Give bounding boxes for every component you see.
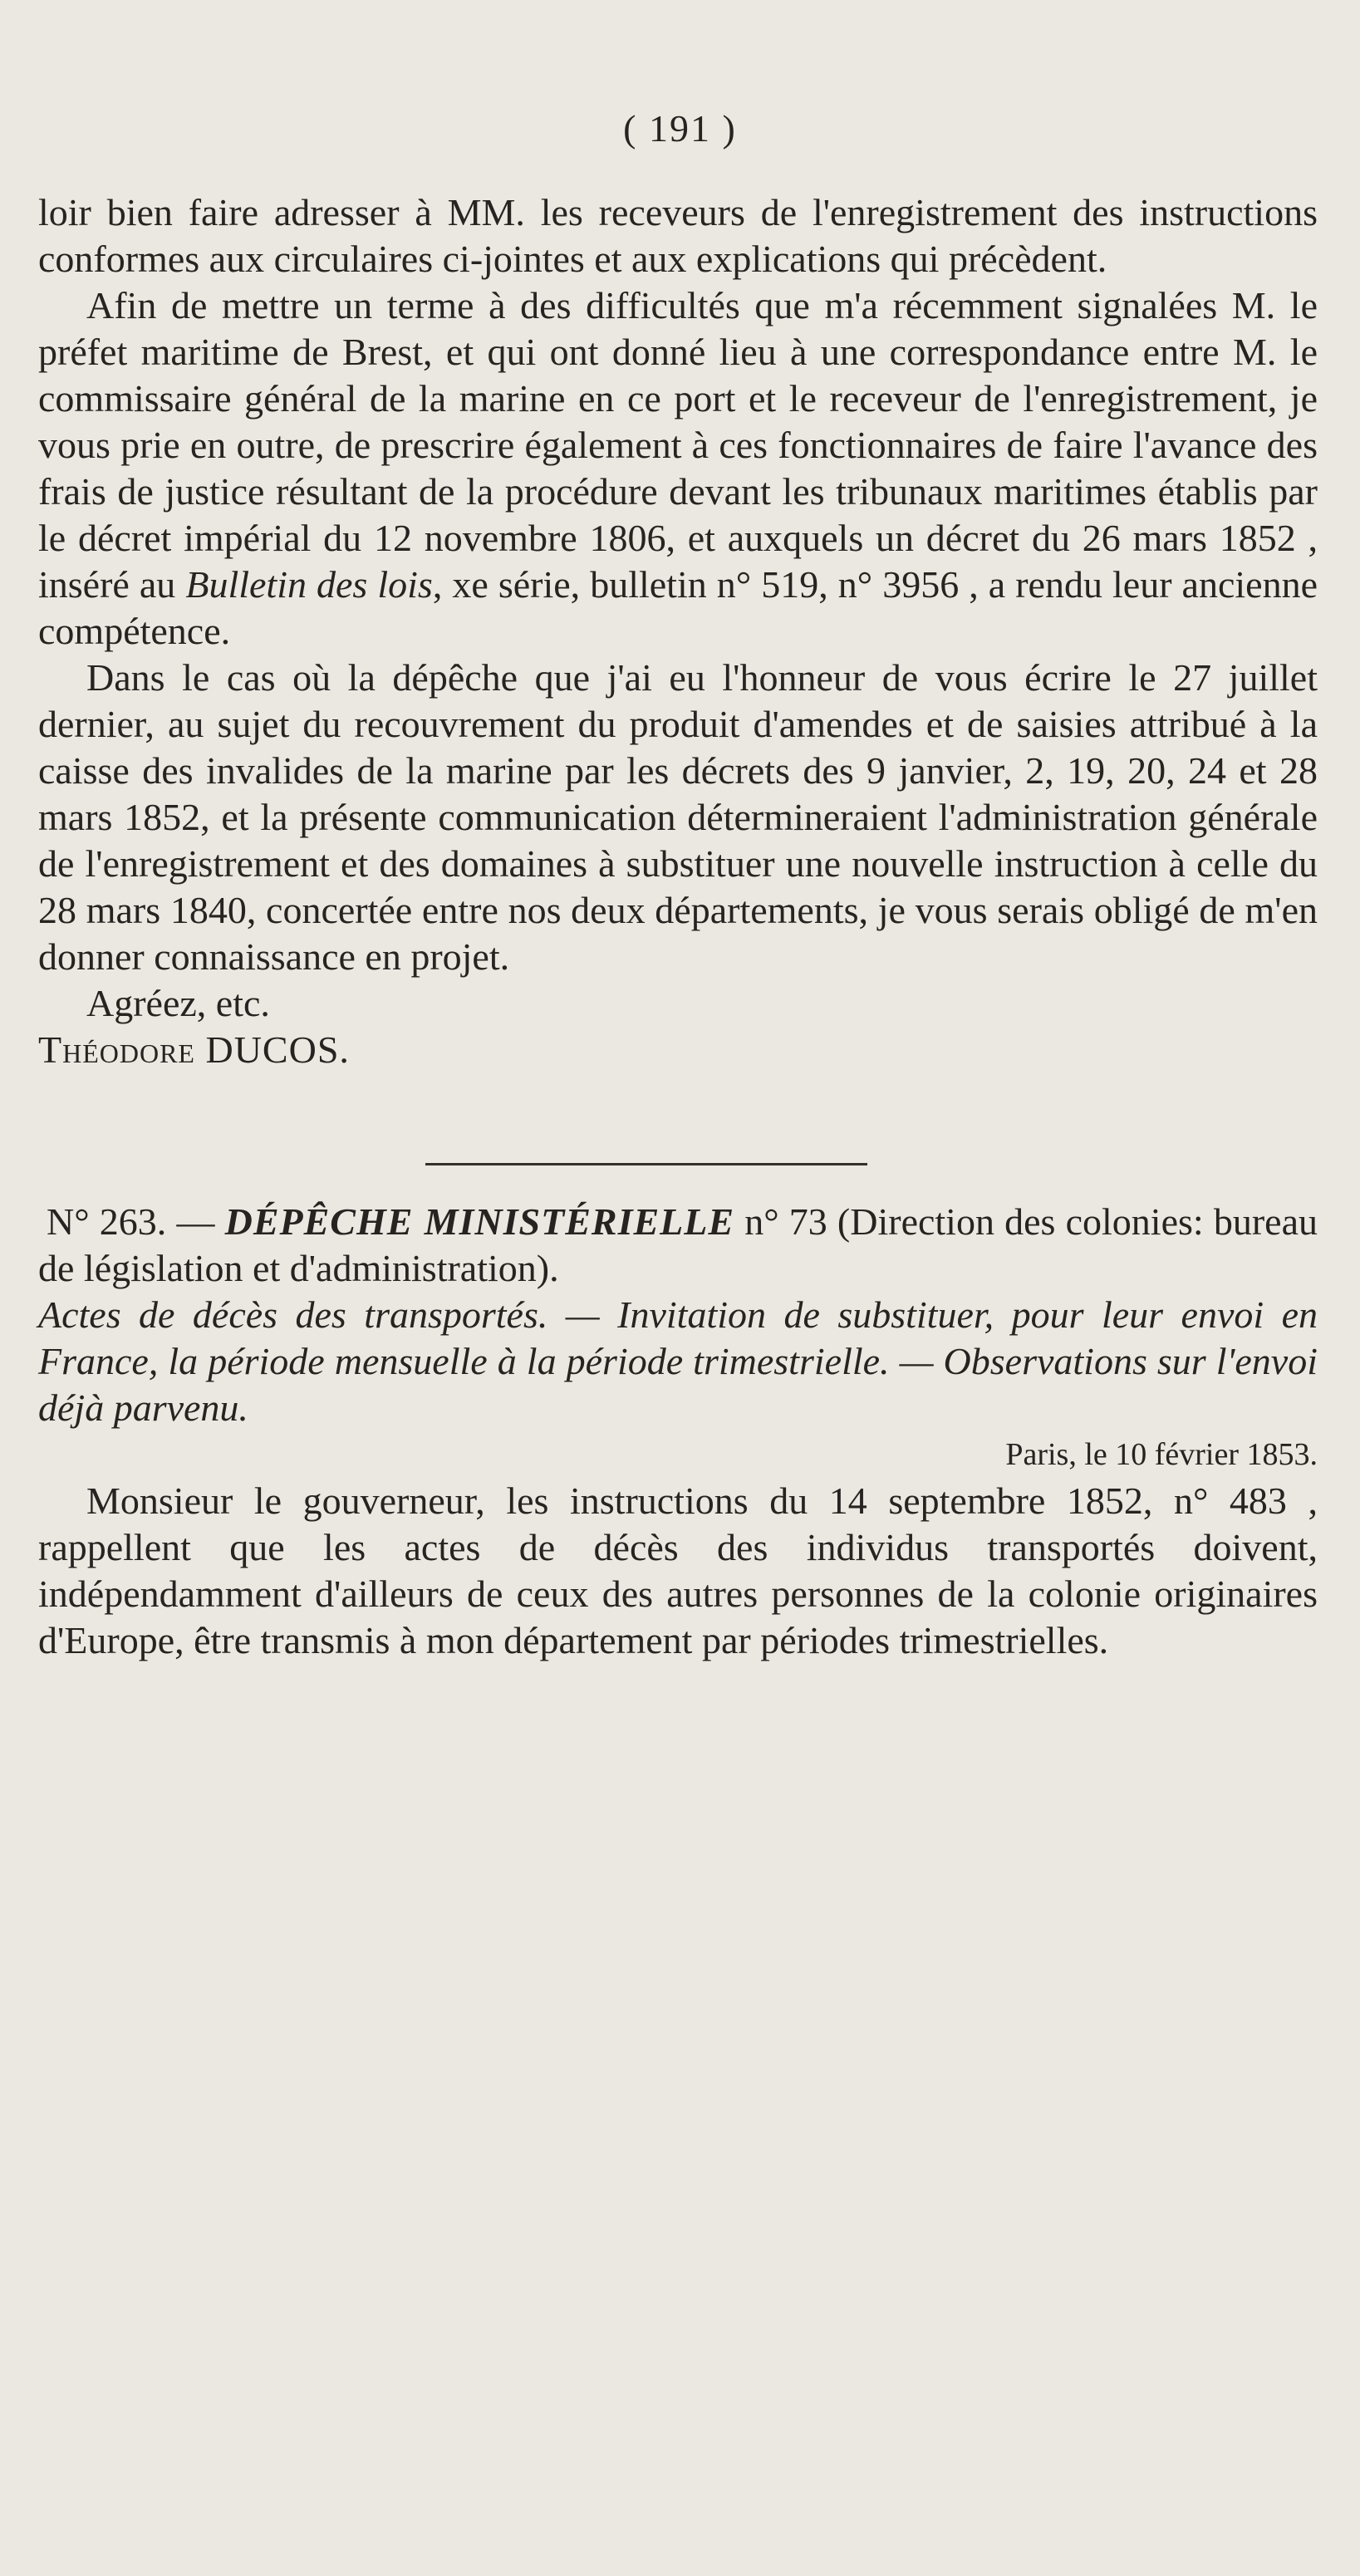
signature-first-name: Théodore <box>38 1028 195 1071</box>
paragraph-brest-text: Afin de mettre un terme à des difficultés que m'a récemment signalées M. le préfet maritime de Brest, et qui ont donné lieu à une correspondance entre M. le commissaire général de la marine en ce port et le receveur de l'enregistrement, je vous prie en outre, de prescrire également à ces fonctionnaires de faire l'avance des frais de justice résultant de la procédure devant les tribunaux maritimes établis par le décret impérial du 12 novembre 1806, et auxquels un décret du 26 mars 1852 , inséré au <box>38 284 1318 606</box>
dispatch-heading <box>38 1199 1318 1292</box>
dispatch-subject: Actes de décès des transportés. — Invitation de substituer, pour leur envoi en France, la période mensuelle à la période trimestrielle. — Observations sur l'envoi déjà parvenu. <box>38 1293 1318 1429</box>
paragraph-brest-tail: , xe série, bulletin n° 519, n° 3956 , a rendu leur ancienne compétence. <box>38 563 1318 652</box>
dispatch-body: Monsieur le gouverneur, les instructions du 14 septembre 1852, n° 483 , rappellent que les actes de décès des individus transportés doivent, indépendamment d'ailleurs de ceux des autres personnes de la colonie originaires d'Europe, être transmis à mon département par périodes trimestrielles. <box>38 1479 1318 1661</box>
dispatch-number: N° 263. — <box>47 1200 215 1243</box>
bulletin-title: Bulletin des lois <box>185 563 433 606</box>
signature-last-name: DUCOS. <box>205 1028 350 1071</box>
paragraph-amendes: Dans le cas où la dépêche que j'ai eu l'honneur de vous écrire le 27 juillet dernier, au sujet du recouvrement du produit d'amendes et de saisies attribué à la caisse des invalides de la marine par les décrets des 9 janvier, 2, 19, 20, 24 et 28 mars 1852, et la présente communication détermineraient l'administration générale de l'enregistrement et des domaines à substituer une nouvelle instruction à celle du 28 mars 1840, concertée entre nos deux départements, je vous serais obligé de m'en donner connaissance en projet. <box>38 656 1318 978</box>
paragraph-continuation: loir bien faire adresser à MM. les receveurs de l'enregistrement des instructions conformes aux circulaires ci-jointes et aux explications qui précèdent. <box>38 191 1318 280</box>
paragraph-brest <box>38 282 1318 655</box>
text-column <box>38 189 1318 1664</box>
page-number: ( 191 ) <box>623 107 737 150</box>
closing-formula: Agréez, etc. <box>86 982 270 1024</box>
dispatch-dateline: Paris, le 10 février 1853. <box>1005 1437 1318 1472</box>
dispatch-reference: n° 73 (Direction des colonies: bureau de législation et d'administration). <box>38 1200 1318 1289</box>
section-divider <box>425 1163 867 1165</box>
dispatch-title: DÉPÊCHE MINISTÉRIELLE <box>224 1200 735 1243</box>
signature <box>38 1027 1318 1073</box>
